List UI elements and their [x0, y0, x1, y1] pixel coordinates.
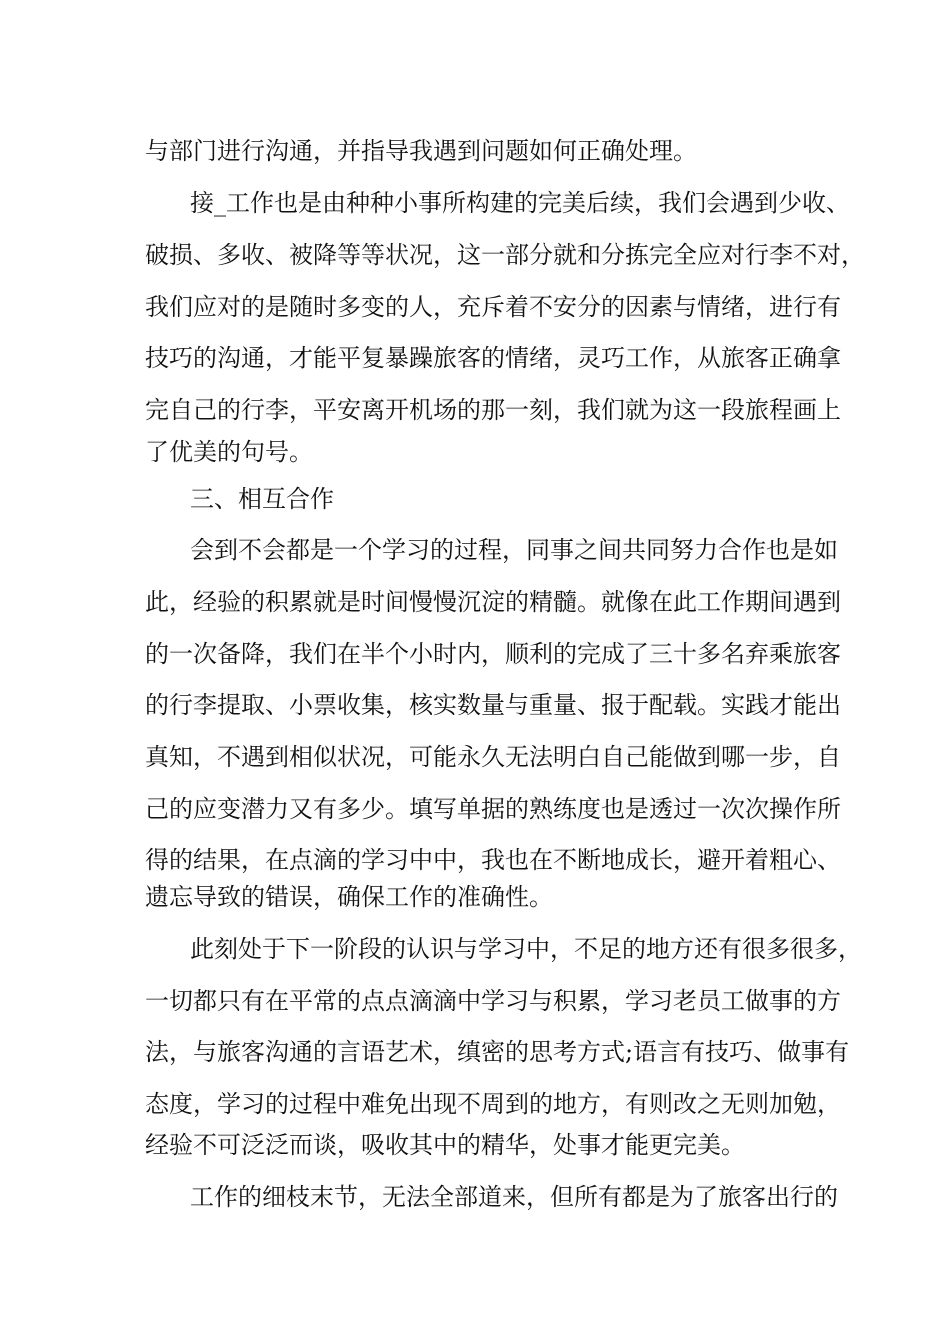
text-line-18: 一切都只有在平常的点点滴滴中学习与积累，学习老员工做事的方 — [145, 987, 841, 1015]
text-line-17: 此刻处于下一阶段的认识与学习中，不足的地方还有很多很多， — [190, 935, 862, 963]
text-line-13: 真知，不遇到相似状况，可能永久无法明白自己能做到哪一步，自 — [145, 743, 841, 771]
text-line-3: 破损、多收、被降等等状况，这一部分就和分拣完全应对行李不对， — [145, 241, 865, 269]
text-line-14: 己的应变潜力又有多少。填写单据的熟练度也是透过一次次操作所 — [145, 795, 841, 823]
text-line-5: 技巧的沟通，才能平复暴躁旅客的情绪，灵巧工作，从旅客正确拿 — [145, 344, 841, 372]
section-heading: 三、相互合作 — [190, 485, 334, 513]
text-line-20: 态度，学习的过程中难免出现不周到的地方，有则改之无则加勉， — [145, 1090, 841, 1118]
text-line-2: 接_工作也是由种种小事所构建的完美后续，我们会遇到少收、 — [190, 189, 850, 217]
text-line-15: 得的结果，在点滴的学习中中，我也在不断地成长，避开着粗心、 — [145, 846, 841, 874]
text-line-9: 会到不会都是一个学习的过程，同事之间共同努力合作也是如 — [190, 536, 838, 564]
text-line-4: 我们应对的是随时多变的人，充斥着不安分的因素与情绪，进行有 — [145, 293, 841, 321]
text-line-21: 经验不可泛泛而谈，吸收其中的精华，处事才能更完美。 — [145, 1131, 745, 1159]
text-line-6: 完自己的行李，平安离开机场的那一刻，我们就为这一段旅程画上 — [145, 396, 841, 424]
text-line-19: 法，与旅客沟通的言语艺术，缜密的思考方式;语言有技巧、做事有 — [145, 1038, 850, 1066]
text-line-1: 与部门进行沟通，并指导我遇到问题如何正确处理。 — [145, 137, 697, 165]
text-line-12: 的行李提取、小票收集，核实数量与重量、报于配载。实践才能出 — [145, 691, 841, 719]
text-line-16: 遗忘导致的错误，确保工作的准确性。 — [145, 883, 553, 911]
text-line-10: 此，经验的积累就是时间慢慢沉淀的精髓。就像在此工作期间遇到 — [145, 588, 841, 616]
text-line-22: 工作的细枝末节，无法全部道来，但所有都是为了旅客出行的 — [190, 1183, 838, 1211]
text-line-11: 的一次备降，我们在半个小时内，顺利的完成了三十多名弃乘旅客 — [145, 640, 841, 668]
text-line-7: 了优美的句号。 — [145, 438, 313, 466]
